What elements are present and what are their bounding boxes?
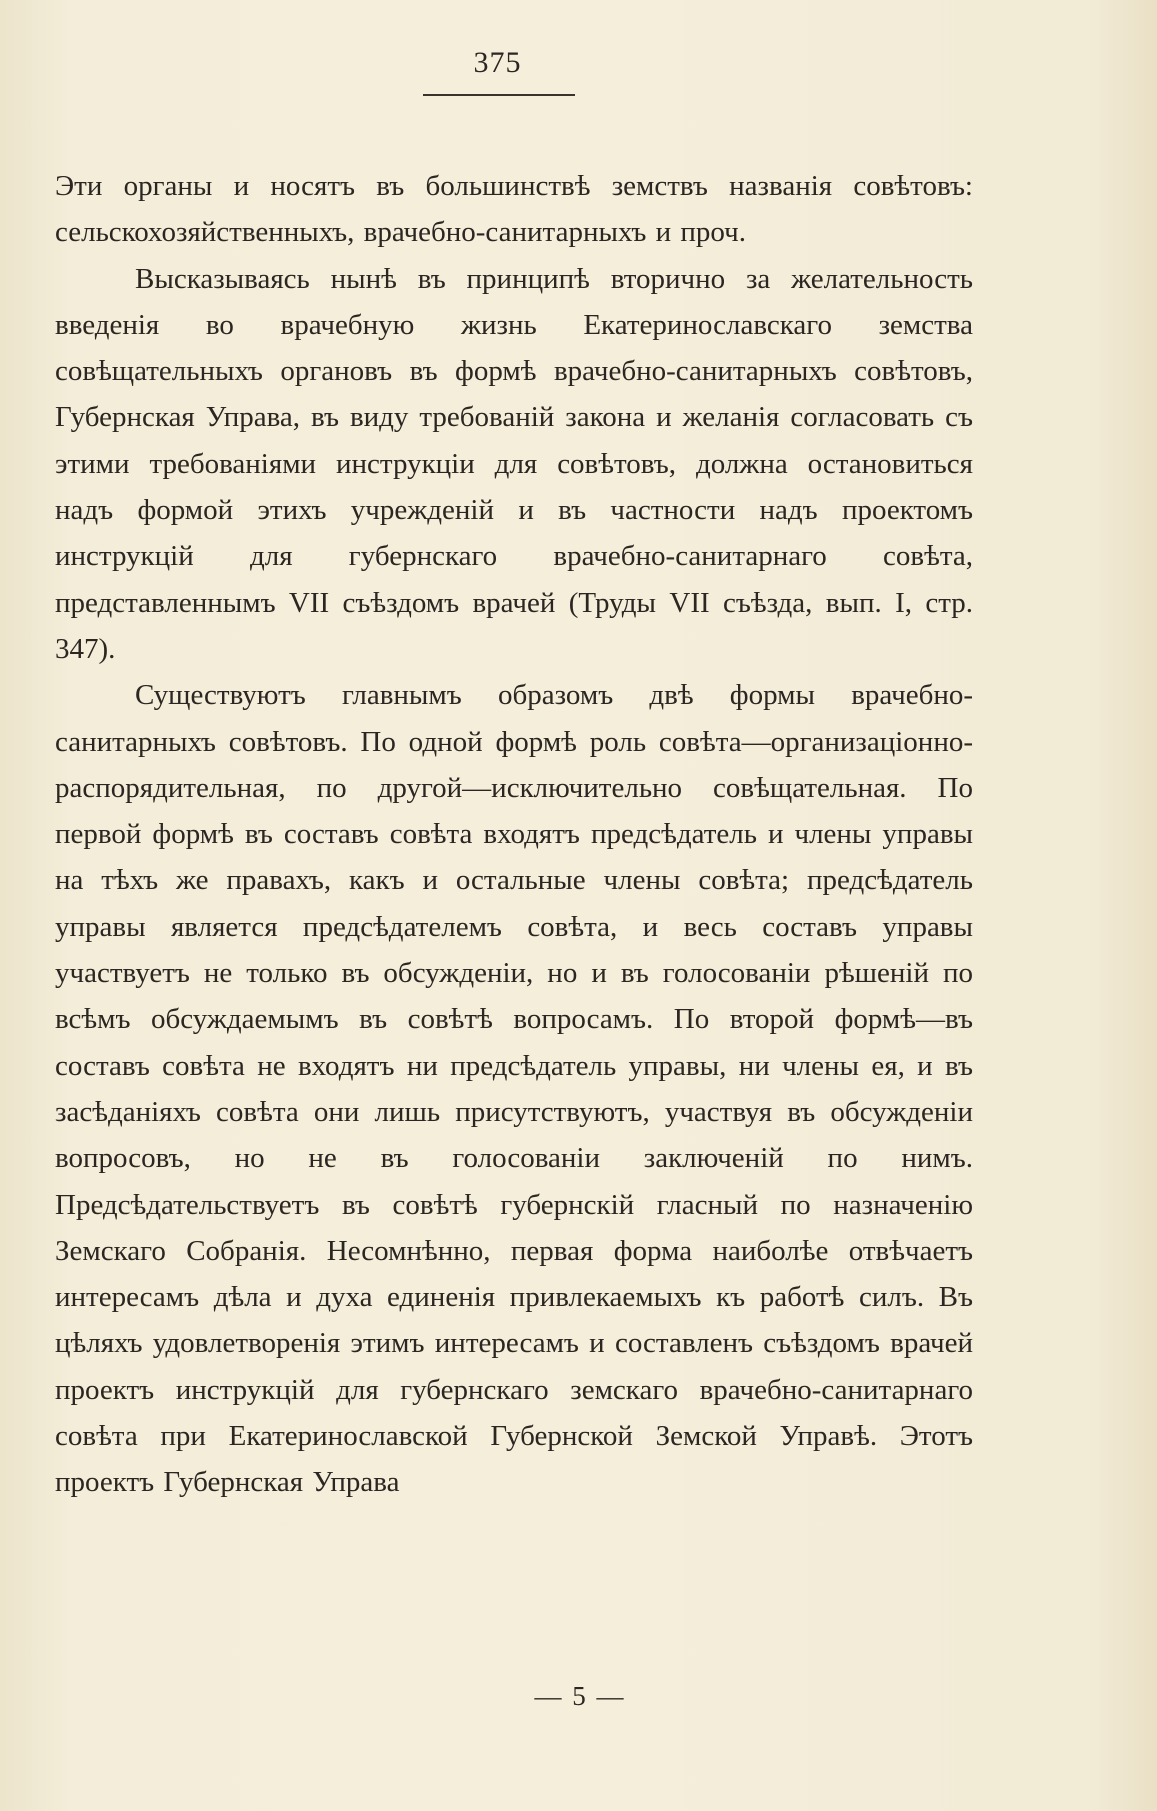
page-number: 375 — [473, 46, 522, 79]
paragraph: Эти органы и носятъ въ большинствѣ земствъ названія совѣтовъ: сельскохозяйственныхъ, врачебно-санитарныхъ и проч. — [55, 170, 973, 249]
page-number-rule — [423, 94, 575, 96]
signature-mark: — 5 — — [534, 1681, 626, 1711]
paragraph: Высказываясь нынѣ въ принципѣ вторично за желательность введенія во врачебную жизнь Екатеринославскаго земства совѣщательныхъ органовъ въ формѣ врачебно-санитарныхъ совѣтовъ, Губернская Управа, въ виду требованій закона и желанія согласовать съ этими требованіями инструкціи для совѣтовъ, должна остановиться надъ формой этихъ учрежденій и въ частности надъ проектомъ инструкцій для губернскаго врачебно-санитарнаго совѣта, представленнымъ VII съѣздомъ врачей (Труды VII съѣзда, вып. I, стр. 347). — [55, 262, 973, 665]
paragraph: Существуютъ главнымъ образомъ двѣ формы врачебно-санитарныхъ совѣтовъ. По одной формѣ роль совѣта—организаціонно-распорядительная, по другой—исключительно совѣщательная. По первой формѣ въ составъ совѣта входятъ предсѣдатель и члены управы на тѣхъ же правахъ, какъ и остальные члены совѣта; предсѣдатель управы является предсѣдателемъ совѣта, и весь составъ управы участвуетъ не только въ обсужденіи, но и въ голосованіи рѣшеній по всѣмъ обсуждаемымъ въ совѣтѣ вопросамъ. По второй формѣ—въ составъ совѣта не входятъ ни предсѣдатель управы, ни члены ея, и въ засѣданіяхъ совѣта они лишь присутствуютъ, участвуя въ обсужденіи вопросовъ, но не въ голосованіи заключеній по нимъ. Предсѣдательствуетъ въ совѣтѣ губернскій гласный по назначенію Земскаго Собранія. Несомнѣнно, первая форма наиболѣе отвѣчаетъ интересамъ дѣла и духа единенія привлекаемыхъ къ работѣ силъ. Въ цѣляхъ удовлетворенія этимъ интересамъ и составленъ съѣздомъ врачей проектъ инструкцій для губернскаго земскаго врачебно-санитарнаго совѣта при Екатеринославской Губернской Земской Управѣ. Этотъ проектъ Губернская Управа — [55, 679, 973, 1499]
body-text — [55, 163, 973, 1506]
